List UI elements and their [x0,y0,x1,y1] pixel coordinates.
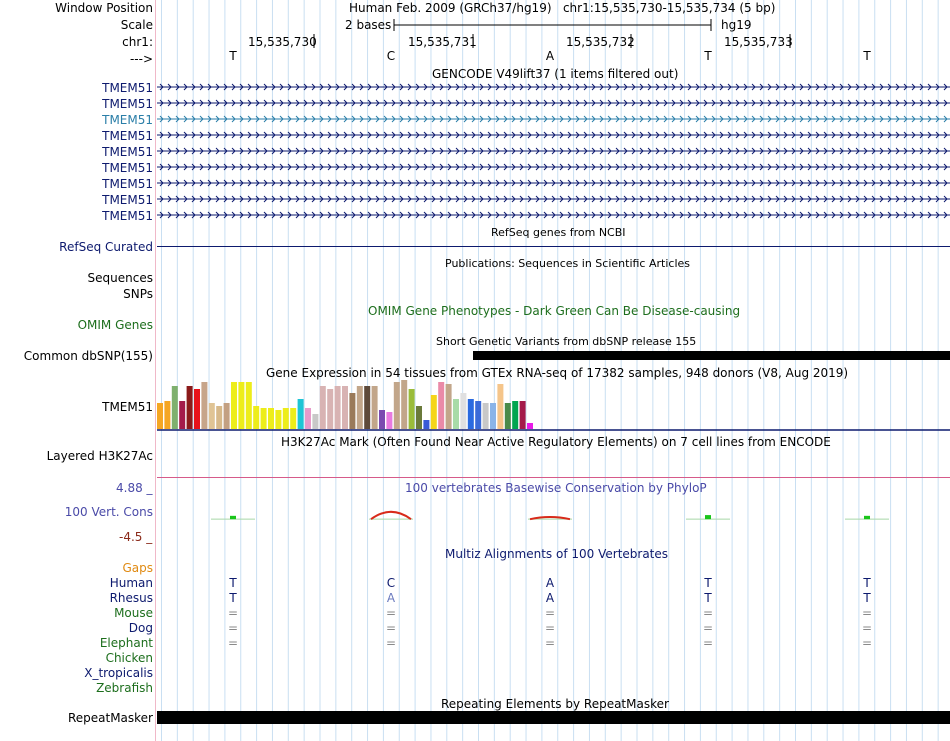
scale-text: 2 bases [345,18,392,32]
strand-label: ---> [129,52,153,66]
publications-label[interactable]: Sequences [87,271,153,285]
gtex-tissue-bar [187,386,193,429]
gtex-tissue-bar [431,395,437,429]
base-letter: T [863,49,871,63]
gencode-transcript-label[interactable]: TMEM51 [102,113,153,127]
refseq-title[interactable]: RefSeq genes from NCBI [491,226,626,239]
gtex-tissue-bar [312,414,318,429]
conservation-plot[interactable] [157,489,950,547]
gtex-tissue-bar [490,403,496,429]
alignment-base: T [863,576,871,590]
conservation-min-label: -4.5 _ [119,530,153,544]
conservation-max-label: 4.88 _ [116,481,153,495]
gencode-transcript-label[interactable]: TMEM51 [102,209,153,223]
snps-label[interactable]: SNPs [123,287,153,301]
gtex-label[interactable]: TMEM51 [102,400,153,414]
gtex-tissue-bar [179,401,185,429]
alignment-base: A [545,591,555,605]
alignment-base: T [704,576,712,590]
gtex-tissue-bar [216,406,222,429]
gencode-transcript-label[interactable]: TMEM51 [102,81,153,95]
conservation-score-bar [230,516,236,519]
repeatmasker-element-block[interactable] [157,711,950,724]
conservation-label[interactable]: 100 Vert. Cons [64,505,153,519]
gtex-tissue-bar [349,393,355,429]
gtex-tissue-bar [475,401,481,429]
position-text: Human Feb. 2009 (GRCh37/hg19) chr1:15,535,730-15,535,734 (5 bp) [349,1,776,15]
gtex-tissue-bar [283,408,289,429]
gtex-tissue-bar [483,403,489,429]
alignment-base: = [861,606,873,620]
base-letter: T [704,49,712,63]
gtex-tissue-bar [512,401,518,429]
gtex-tissue-bar [231,382,237,429]
scale-bar [393,17,715,33]
species-label-human[interactable]: Human [109,576,153,590]
alignment-base: = [702,606,714,620]
gtex-tissue-bar [497,384,503,429]
gencode-transcript-label[interactable]: TMEM51 [102,161,153,175]
gtex-tissue-bar [505,403,511,429]
dbsnp-title[interactable]: Short Genetic Variants from dbSNP release 155 [436,335,697,348]
gtex-title[interactable]: Gene Expression in 54 tissues from GTEx RNA-seq of 17382 samples, 948 donors (V8, Aug 2019) [266,366,849,380]
conservation-score-bar [371,512,411,519]
multiz-title[interactable]: Multiz Alignments of 100 Vertebrates [445,547,669,561]
gtex-tissue-bar [246,382,252,429]
alignment-base: T [704,591,712,605]
refseq-label[interactable]: RefSeq Curated [59,240,153,254]
species-label-mouse[interactable]: Mouse [114,606,153,620]
gtex-tissue-bar [172,386,178,429]
gtex-tissue-bar [520,401,526,429]
gtex-tissue-bar [401,380,407,429]
gencode-title[interactable]: GENCODE V49lift37 (1 items filtered out) [432,67,679,81]
dbsnp-variant-block[interactable] [473,351,950,360]
gtex-tissue-bar [305,408,311,429]
refseq-gene-line[interactable] [157,246,950,247]
gtex-tissue-bar [342,386,348,429]
gtex-tissue-bar [275,410,281,429]
gtex-tissue-bar [209,403,215,429]
alignment-base: = [702,636,714,650]
gtex-tissue-bar [327,389,333,429]
assembly-label: hg19 [721,18,752,32]
gtex-tissue-bar [224,403,230,429]
gencode-transcript-label[interactable]: TMEM51 [102,97,153,111]
window-position-label: Window Position [55,1,153,15]
gtex-tissue-bar [238,382,244,429]
gtex-tissue-bar [201,382,207,429]
coord-label: 15,535,733 [724,35,793,49]
species-label-x_tropicalis[interactable]: X_tropicalis [84,666,153,680]
alignment-base: = [385,636,397,650]
gtex-tissue-bar [394,382,400,429]
alignment-base: = [544,636,556,650]
conservation-score-bar [705,515,711,519]
gtex-tissue-bar [194,389,200,429]
h3k27ac-title[interactable]: H3K27Ac Mark (Often Found Near Active Regulatory Elements) on 7 cell lines from ENCODE [281,435,831,449]
alignment-base: A [386,591,396,605]
alignment-base: T [229,591,237,605]
alignment-base: = [227,606,239,620]
chrom-label: chr1: [122,35,153,49]
publications-title[interactable]: Publications: Sequences in Scientific Articles [445,257,690,270]
alignment-base: A [545,576,555,590]
gtex-tissue-bar [379,410,385,429]
alignment-base: = [544,621,556,635]
alignment-base: = [861,636,873,650]
gtex-tissue-bar [468,399,474,429]
scale-label: Scale [120,18,153,32]
coord-label: 15,535,732 [566,35,635,49]
alignment-base: T [863,591,871,605]
alignment-base: = [861,621,873,635]
species-label-rhesus[interactable]: Rhesus [109,591,153,605]
gtex-tissue-bar [372,386,378,429]
alignment-base: = [385,606,397,620]
gtex-tissue-bar [253,406,259,429]
gtex-tissue-bar [164,401,170,429]
coord-label: 15,535,730 [248,35,317,49]
alignment-base: = [385,621,397,635]
omim-label[interactable]: OMIM Genes [77,318,153,332]
gtex-tissue-bar [416,406,422,429]
gtex-tissue-bar [438,382,444,429]
gtex-tissue-bar [364,386,370,429]
gencode-transcript-lines[interactable] [157,80,950,224]
gtex-tissue-bar [320,386,326,429]
alignment-base: T [229,576,237,590]
gtex-tissue-bar [261,408,267,429]
species-label-zebrafish[interactable]: Zebrafish [96,681,153,695]
dbsnp-label[interactable]: Common dbSNP(155) [23,349,153,363]
gencode-transcript-label[interactable]: TMEM51 [102,145,153,159]
gencode-transcript-label[interactable]: TMEM51 [102,193,153,207]
alignment-base: = [227,636,239,650]
gtex-tissue-bar [298,399,304,429]
omim-title[interactable]: OMIM Gene Phenotypes - Dark Green Can Be Disease-causing [368,304,741,318]
gtex-tissue-bar [386,412,392,429]
gtex-tissue-bar [453,399,459,429]
gencode-transcript-label[interactable]: TMEM51 [102,177,153,191]
species-label-chicken[interactable]: Chicken [105,651,153,665]
conservation-score-bar [864,516,870,519]
base-letter: C [386,49,396,63]
repeatmasker-title[interactable]: Repeating Elements by RepeatMasker [441,697,669,711]
gtex-tissue-bar [157,403,163,429]
gtex-tissue-bar [409,389,415,429]
alignment-base: C [386,576,396,590]
h3k27ac-signal-line[interactable] [157,477,950,478]
alignment-base: = [227,621,239,635]
repeatmasker-label[interactable]: RepeatMasker [67,711,153,725]
gtex-tissue-bar [460,393,466,429]
gtex-tissue-bar [527,423,533,429]
gencode-transcript-label[interactable]: TMEM51 [102,129,153,143]
gtex-tissue-bar [290,408,296,429]
conservation-title[interactable]: 100 vertebrates Basewise Conservation by PhyloP [405,481,707,495]
base-letter: A [545,49,555,63]
gtex-tissue-bar [357,386,363,429]
gtex-bar-chart[interactable] [157,380,950,432]
gtex-tissue-bar [268,408,274,429]
alignment-base: = [544,606,556,620]
multiz-gaps-label[interactable]: Gaps [122,561,153,575]
species-label-dog[interactable]: Dog [128,621,153,635]
coord-ticks [300,34,800,50]
coord-label: 15,535,731 [408,35,477,49]
gtex-tissue-bar [446,384,452,429]
gtex-tissue-bar [335,386,341,429]
h3k27ac-label[interactable]: Layered H3K27Ac [46,449,153,463]
gtex-tissue-bar [423,420,429,429]
alignment-base: = [702,621,714,635]
base-letter: T [229,49,237,63]
species-label-elephant[interactable]: Elephant [99,636,153,650]
